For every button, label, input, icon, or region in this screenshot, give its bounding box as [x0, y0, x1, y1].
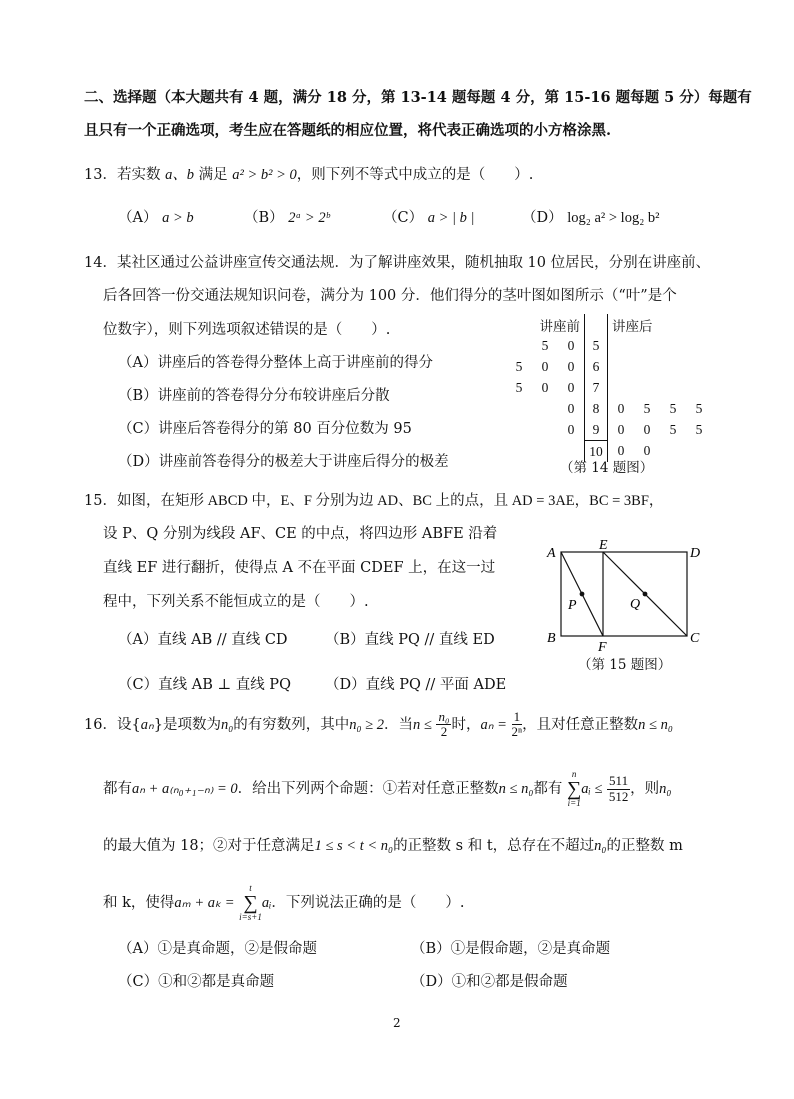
leaf-left	[532, 419, 558, 441]
q14-option-c-text: 讲座后答卷得分的第 80 百分位数为 95	[158, 421, 412, 437]
q13-stem-suffix: ，则下列不等式中成立的是（ ）.	[296, 167, 534, 183]
q16-option-d-text: ①和②都是假命题	[451, 974, 568, 990]
q13-option-a-text: a > b	[162, 210, 194, 226]
leaf-right	[608, 377, 635, 398]
q16-text: 的有穷数列，其中	[233, 716, 350, 733]
leaf-right	[634, 335, 660, 356]
q16-option-a-text: ①是真命题，②是假命题	[157, 941, 317, 957]
sigma-icon: ∑	[243, 892, 258, 914]
leaf-right: 0	[617, 400, 625, 416]
leaf-right	[686, 335, 712, 356]
stem-leaf-header-left: 讲座前	[539, 318, 580, 334]
q16-line3	[103, 834, 683, 855]
q15-option-d-text: 直线 PQ // 平面 ADE	[365, 677, 507, 693]
q13-option-b-label: （B）	[244, 210, 284, 226]
q13-option-d-label: （D）	[522, 210, 563, 226]
q14-figure-caption: （第 14 题图）	[560, 460, 654, 476]
q14-option-d-label: （D）	[118, 454, 159, 470]
fraction-511-over-512	[607, 774, 630, 804]
label-b: B	[547, 631, 556, 646]
q16-n0: n₀	[659, 781, 672, 797]
fraction-n0-over-2	[436, 710, 451, 740]
q16-seq: aₙ	[140, 716, 154, 733]
section-header-line2: 且只有一个正确选项，考生应在答题纸的相应位置，将代表正确选项的小方格涂黑.	[84, 122, 612, 139]
q13-option-c-text: a > | b |	[427, 210, 475, 226]
q15-line1	[84, 489, 663, 510]
leaf-left: 0	[567, 400, 575, 416]
q16-line2	[103, 770, 671, 808]
q16-number: 16．	[84, 716, 117, 733]
q13-option-c-label: （C）	[383, 210, 424, 226]
stem-leaf-header-right: 讲座后	[612, 318, 653, 334]
summation-2	[239, 884, 262, 922]
fraction-numerator: n₀	[438, 709, 450, 724]
q15-option-b-text: 直线 PQ // 直线 ED	[364, 632, 495, 648]
leaf-right: 0	[643, 421, 651, 437]
q16-text: ．下列说法正确的是（ ）.	[271, 895, 465, 911]
leaf-right	[686, 356, 712, 377]
q13-condition: a² > b² > 0	[232, 167, 297, 183]
q14-option-a-text: 讲座后的答卷得分整体上高于讲座前的得分	[157, 355, 433, 371]
q13-option-d-text: log₂ a² > log₂ b²	[567, 210, 660, 226]
leaf-right	[660, 335, 686, 356]
leaf-left: 0	[541, 358, 549, 374]
leaf-right	[608, 356, 635, 377]
q16-text: ．当	[384, 716, 413, 733]
q15-option-a[interactable]	[118, 628, 288, 649]
q15-option-a-text: 直线 AB // 直线 CD	[157, 632, 288, 648]
fraction-numerator: 511	[609, 773, 629, 789]
q16-text: 时，	[451, 716, 481, 733]
leaf-left	[532, 441, 558, 463]
q15-option-b-label: （B）	[325, 632, 365, 648]
q16-option-b-text: ①是假命题，②是真命题	[450, 941, 611, 957]
leaf-right	[634, 377, 660, 398]
q16-text: 设{	[116, 716, 141, 733]
point-p	[580, 592, 585, 597]
sum-upper: n	[571, 769, 577, 779]
label-a: A	[547, 546, 556, 561]
q16-option-a-label: （A）	[118, 941, 158, 957]
stem-leaf-table	[506, 314, 712, 462]
q14-option-b-label: （B）	[118, 388, 158, 404]
label-p: P	[568, 598, 577, 613]
q15-line3: 直线 EF 进行翻折，使得点 A 不在平面 CDEF 上，在这一过	[103, 560, 496, 576]
section-header-line1: 二、选择题（本大题共有 4 题，满分 18 分，第 13-14 题每题 4 分，第 15-16 题每题 5 分）每题有	[84, 89, 752, 106]
q14-line1	[84, 251, 710, 272]
label-q: Q	[630, 597, 641, 612]
q16-an: aₙ =	[480, 716, 507, 733]
leaf-right	[634, 356, 660, 377]
q14-option-d[interactable]	[118, 450, 449, 471]
rectangle-figure	[540, 538, 710, 656]
leaf-right: 0	[643, 443, 651, 459]
q14-option-a[interactable]	[118, 351, 433, 372]
q14-option-c[interactable]	[118, 417, 412, 438]
leaf-right: 0	[617, 443, 625, 459]
q15-line1-text: 如图，在矩形 ABCD 中，E、F 分别为边 AD、BC 上的点，且 AD = 3AE，BC = 3BF，	[116, 493, 664, 509]
q16-text: 的最大值为 18；②对于任意满足	[103, 838, 315, 854]
q16-n: n ≤	[413, 716, 432, 733]
leaf-right	[660, 441, 686, 463]
q15-option-d-label: （D）	[325, 677, 366, 693]
stem-value: 5	[585, 335, 608, 356]
q16-option-d[interactable]	[411, 970, 568, 991]
fraction-denominator: 2	[440, 724, 448, 740]
q13-option-d[interactable]	[522, 206, 659, 227]
leaf-right: 5	[669, 400, 677, 416]
q16-n0: n₀	[220, 716, 234, 733]
stem-value: 9	[585, 419, 608, 441]
q15-number: 15．	[84, 493, 117, 509]
stem-value: 7	[585, 377, 608, 398]
q14-line3: 位数字），则下列选项叙述错误的是（ ）.	[103, 322, 391, 338]
q13-stem-mid: 满足	[198, 167, 228, 183]
label-d: D	[690, 546, 701, 561]
leaf-left	[532, 398, 558, 419]
leaf-left: 0	[567, 421, 575, 437]
leaf-left: 5	[541, 337, 549, 353]
q13-option-c[interactable]	[383, 206, 474, 227]
q13-stem	[84, 163, 533, 184]
q16-option-d-label: （D）	[411, 974, 452, 990]
fraction-numerator: 1	[512, 710, 523, 725]
q16-text: 的正整数 m	[606, 838, 683, 854]
leaf-left: 0	[567, 337, 575, 353]
q16-line1	[84, 710, 673, 740]
q14-option-b-text: 讲座前的答卷得分分布较讲座后分散	[157, 388, 390, 404]
sum-lower: i=1	[567, 798, 581, 808]
q15-option-c-label: （C）	[118, 677, 159, 693]
q16-eq: aₘ + aₖ =	[174, 895, 235, 911]
stem-value: 6	[585, 356, 608, 377]
q14-line1-text: 某社区通过公益讲座宣传交通法规．为了解讲座效果，随机抽取 10 位居民，分别在讲座前、	[116, 255, 711, 271]
q13-option-b-text: 2ᵃ > 2ᵇ	[288, 210, 330, 226]
q16-option-b-label: （B）	[411, 941, 451, 957]
q16-text: ．给出下列两个命题：①若对任意正整数	[237, 781, 499, 797]
q16-n0: n₀	[594, 838, 607, 854]
q16-option-c-text: ①和②都是真命题	[158, 974, 275, 990]
q14-option-a-label: （A）	[118, 355, 158, 371]
stem-value: 8	[585, 398, 608, 419]
q14-option-d-text: 讲座前答卷得分的极差大于讲座后得分的极差	[158, 454, 449, 470]
leaf-left	[506, 419, 532, 441]
q13-option-a[interactable]	[118, 206, 194, 227]
leaf-right	[660, 356, 686, 377]
q16-option-b[interactable]	[411, 937, 610, 958]
q13-stem-prefix: 若实数	[116, 167, 161, 183]
summation-1	[567, 770, 581, 808]
leaf-left	[506, 441, 532, 463]
leaf-right	[686, 377, 712, 398]
q15-option-c-text: 直线 AB ⊥ 直线 PQ	[158, 677, 291, 693]
q16-text: 都有	[533, 781, 563, 797]
q14-option-b[interactable]	[118, 384, 390, 405]
leaf-right	[686, 441, 712, 463]
q13-vars: a、b	[165, 167, 195, 183]
q15-line4: 程中，下列关系不能恒成立的是（ ）.	[103, 594, 369, 610]
leaf-right: 5	[669, 421, 677, 437]
stem-leaf-figure	[506, 314, 712, 462]
q13-number: 13．	[84, 167, 117, 183]
stem-value: 10	[585, 441, 608, 463]
q16-cond: 1 ≤ s < t < n₀	[314, 838, 394, 854]
q16-option-c-label: （C）	[118, 974, 159, 990]
leaf-right: 0	[617, 421, 625, 437]
point-q	[643, 592, 648, 597]
leaf-right	[660, 377, 686, 398]
q16-text: }是项数为	[153, 716, 221, 733]
q16-text: 的正整数 s 和 t，总存在不超过	[393, 838, 595, 854]
q16-text: 都有	[103, 781, 132, 797]
q14-number: 14．	[84, 255, 117, 271]
fraction-1-over-2n	[512, 710, 523, 740]
leaf-left	[506, 335, 532, 356]
q16-text: 和 k，使得	[103, 895, 175, 911]
leaf-right: 5	[643, 400, 651, 416]
sigma-icon: ∑	[567, 778, 582, 800]
q16-text: ，且对任意正整数	[522, 716, 639, 733]
label-c: C	[690, 631, 700, 646]
q13-option-b[interactable]	[244, 206, 329, 227]
sum-lower: i=s+1	[239, 912, 262, 922]
label-f: F	[598, 640, 607, 655]
q16-cond: n ≤ n₀	[498, 781, 534, 797]
q15-option-a-label: （A）	[118, 632, 158, 648]
q16-ai: aᵢ ≤	[581, 781, 603, 797]
q15-figure-caption: （第 15 题图）	[578, 657, 672, 673]
q13-option-a-label: （A）	[118, 210, 158, 226]
leaf-left: 0	[567, 358, 575, 374]
fraction-denominator: 512	[608, 788, 629, 804]
leaf-left	[506, 398, 532, 419]
label-e: E	[599, 538, 608, 553]
leaf-right	[608, 335, 635, 356]
q16-option-a[interactable]	[118, 937, 317, 958]
q15-option-b[interactable]	[325, 628, 495, 649]
q16-cond: n₀ ≥ 2	[349, 716, 384, 733]
leaf-left: 0	[567, 379, 575, 395]
leaf-right: 5	[695, 400, 703, 416]
leaf-left: 0	[541, 379, 549, 395]
q16-line4	[103, 884, 464, 922]
q14-line2: 后各回答一份交通法规知识问卷，满分为 100 分．他们得分的茎叶图如图所示（“叶”是个	[103, 288, 677, 304]
q16-cond2: n ≤ n₀	[638, 716, 673, 733]
leaf-right: 5	[695, 421, 703, 437]
q15-option-c[interactable]	[118, 673, 291, 694]
q16-eq: aₙ + a₍ₙ₀₊₁₋ₙ₎ = 0	[132, 781, 238, 797]
q16-ai: aᵢ	[261, 895, 272, 911]
q15-option-d[interactable]	[325, 673, 506, 694]
leaf-left: 5	[515, 379, 523, 395]
sum-upper: t	[249, 883, 252, 893]
q16-text: ，则	[630, 781, 660, 797]
fraction-denominator: 2ⁿ	[511, 724, 523, 740]
q14-option-c-label: （C）	[118, 421, 159, 437]
leaf-left: 5	[515, 358, 523, 374]
q16-option-c[interactable]	[118, 970, 274, 991]
q15-line2: 设 P、Q 分别为线段 AF、CE 的中点，将四边形 ABFE 沿着	[103, 526, 498, 542]
page-number: 2	[393, 1016, 401, 1030]
